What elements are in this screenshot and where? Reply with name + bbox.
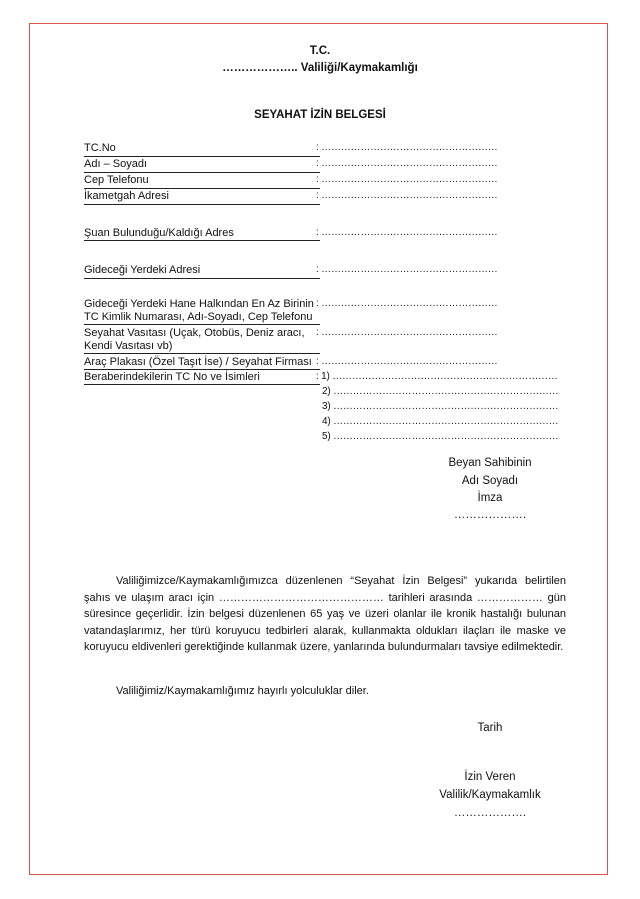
field-underline bbox=[84, 156, 320, 157]
field-label-companions: Beraberindekilerin TC No ve İsimleri bbox=[84, 371, 260, 383]
field-underline bbox=[84, 172, 320, 173]
issuer-title: İzin Veren bbox=[464, 771, 516, 783]
field-label-name: Adı – Soyadı bbox=[84, 158, 147, 170]
declarant-title: Beyan Sahibinin bbox=[448, 457, 532, 469]
field-value-vehicle: : ……………………………………………… bbox=[316, 327, 498, 338]
date-label: Tarih bbox=[477, 722, 503, 734]
field-label-plate: Araç Plakası (Özel Taşıt İse) / Seyahat Firması bbox=[84, 356, 312, 368]
field-underline bbox=[84, 324, 320, 325]
field-label-tc-no: TC.No bbox=[84, 142, 116, 154]
field-underline bbox=[84, 240, 320, 241]
issuer-signature-dots: ………………. bbox=[453, 807, 527, 819]
field-label-destination-address: Gideceği Yerdeki Adresi bbox=[84, 264, 201, 276]
field-underline bbox=[84, 369, 320, 370]
companion-line-4: 4) …………………………………………………………… bbox=[322, 416, 559, 427]
field-value-residence: : ……………………………………………… bbox=[316, 190, 498, 201]
issuer-office: Valilik/Kaymakamlık bbox=[439, 789, 541, 801]
companion-line-5: 5) …………………………………………………………… bbox=[322, 431, 559, 442]
declarant-signature-label: İmza bbox=[477, 492, 503, 504]
companion-line-2: 2) …………………………………………………………… bbox=[322, 386, 559, 397]
field-value-name: : ……………………………………………… bbox=[316, 158, 498, 169]
field-label-vehicle-2: Kendi Vasıtası vb) bbox=[84, 340, 173, 352]
companion-line-3: 3) …………………………………………………………… bbox=[322, 401, 559, 412]
field-label-household-2: TC Kimlik Numarası, Adı-Soyadı, Cep Telefonu bbox=[84, 311, 313, 323]
field-value-phone: : ……………………………………………… bbox=[316, 174, 498, 185]
declarant-name-label: Adı Soyadı bbox=[461, 475, 519, 487]
field-value-destination-address: : ……………………………………………… bbox=[316, 264, 498, 275]
validity-paragraph: Valiliğimizce/Kaymakamlığımızca düzenlenen “Seyahat İzin Belgesi” yukarıda belirtilen şahıs ve ulaşım aracı için ……………………………………… tarihleri arasında ……………… gün süresince geçerlidir. İzin belgesi düzenlenen 65 yaş ve üzeri olanlar ile kronik hastalığı bulunan vatandaşlarımız, her türü koruyucu tedbirleri alarak, kullanmakta oldukları ilaçları ile maske ve koruyucu eldivenleri gerektiğinde kullanmak üzere, yanlarında bulundurmaları tavsiye edilmektedir. bbox=[84, 575, 566, 654]
field-value-current-address: : ……………………………………………… bbox=[316, 227, 498, 238]
declarant-signature-dots: ………………. bbox=[453, 509, 527, 521]
field-label-household: Gideceği Yerdeki Hane Halkından En Az Birinin bbox=[84, 298, 314, 310]
field-underline bbox=[84, 204, 320, 205]
header-tc: T.C. bbox=[309, 45, 331, 57]
header-office: ……………….. Valiliği/Kaymakamlığı bbox=[222, 62, 418, 74]
field-label-vehicle: Seyahat Vasıtası (Uçak, Otobüs, Deniz aracı, bbox=[84, 327, 305, 339]
field-label-current-address: Şuan Bulunduğu/Kaldığı Adres bbox=[84, 227, 234, 239]
document-title: SEYAHAT İZİN BELGESİ bbox=[254, 109, 386, 121]
field-value-tc-no: : ……………………………………………… bbox=[316, 142, 498, 153]
field-label-phone: Cep Telefonu bbox=[84, 174, 149, 186]
field-underline bbox=[84, 353, 320, 354]
field-value-plate: : ……………………………………………… bbox=[316, 356, 498, 367]
field-underline bbox=[84, 278, 320, 279]
field-value-household: : ……………………………………………… bbox=[316, 298, 498, 309]
closing-paragraph: Valiliğimiz/Kaymakamlığımız hayırlı yolculuklar diler. bbox=[116, 685, 369, 697]
field-underline bbox=[84, 188, 320, 189]
field-underline bbox=[84, 384, 320, 385]
field-value-companion-1: : 1) …………………………………………………………… bbox=[316, 371, 558, 382]
field-label-residence: İkametgah Adresi bbox=[84, 190, 169, 202]
